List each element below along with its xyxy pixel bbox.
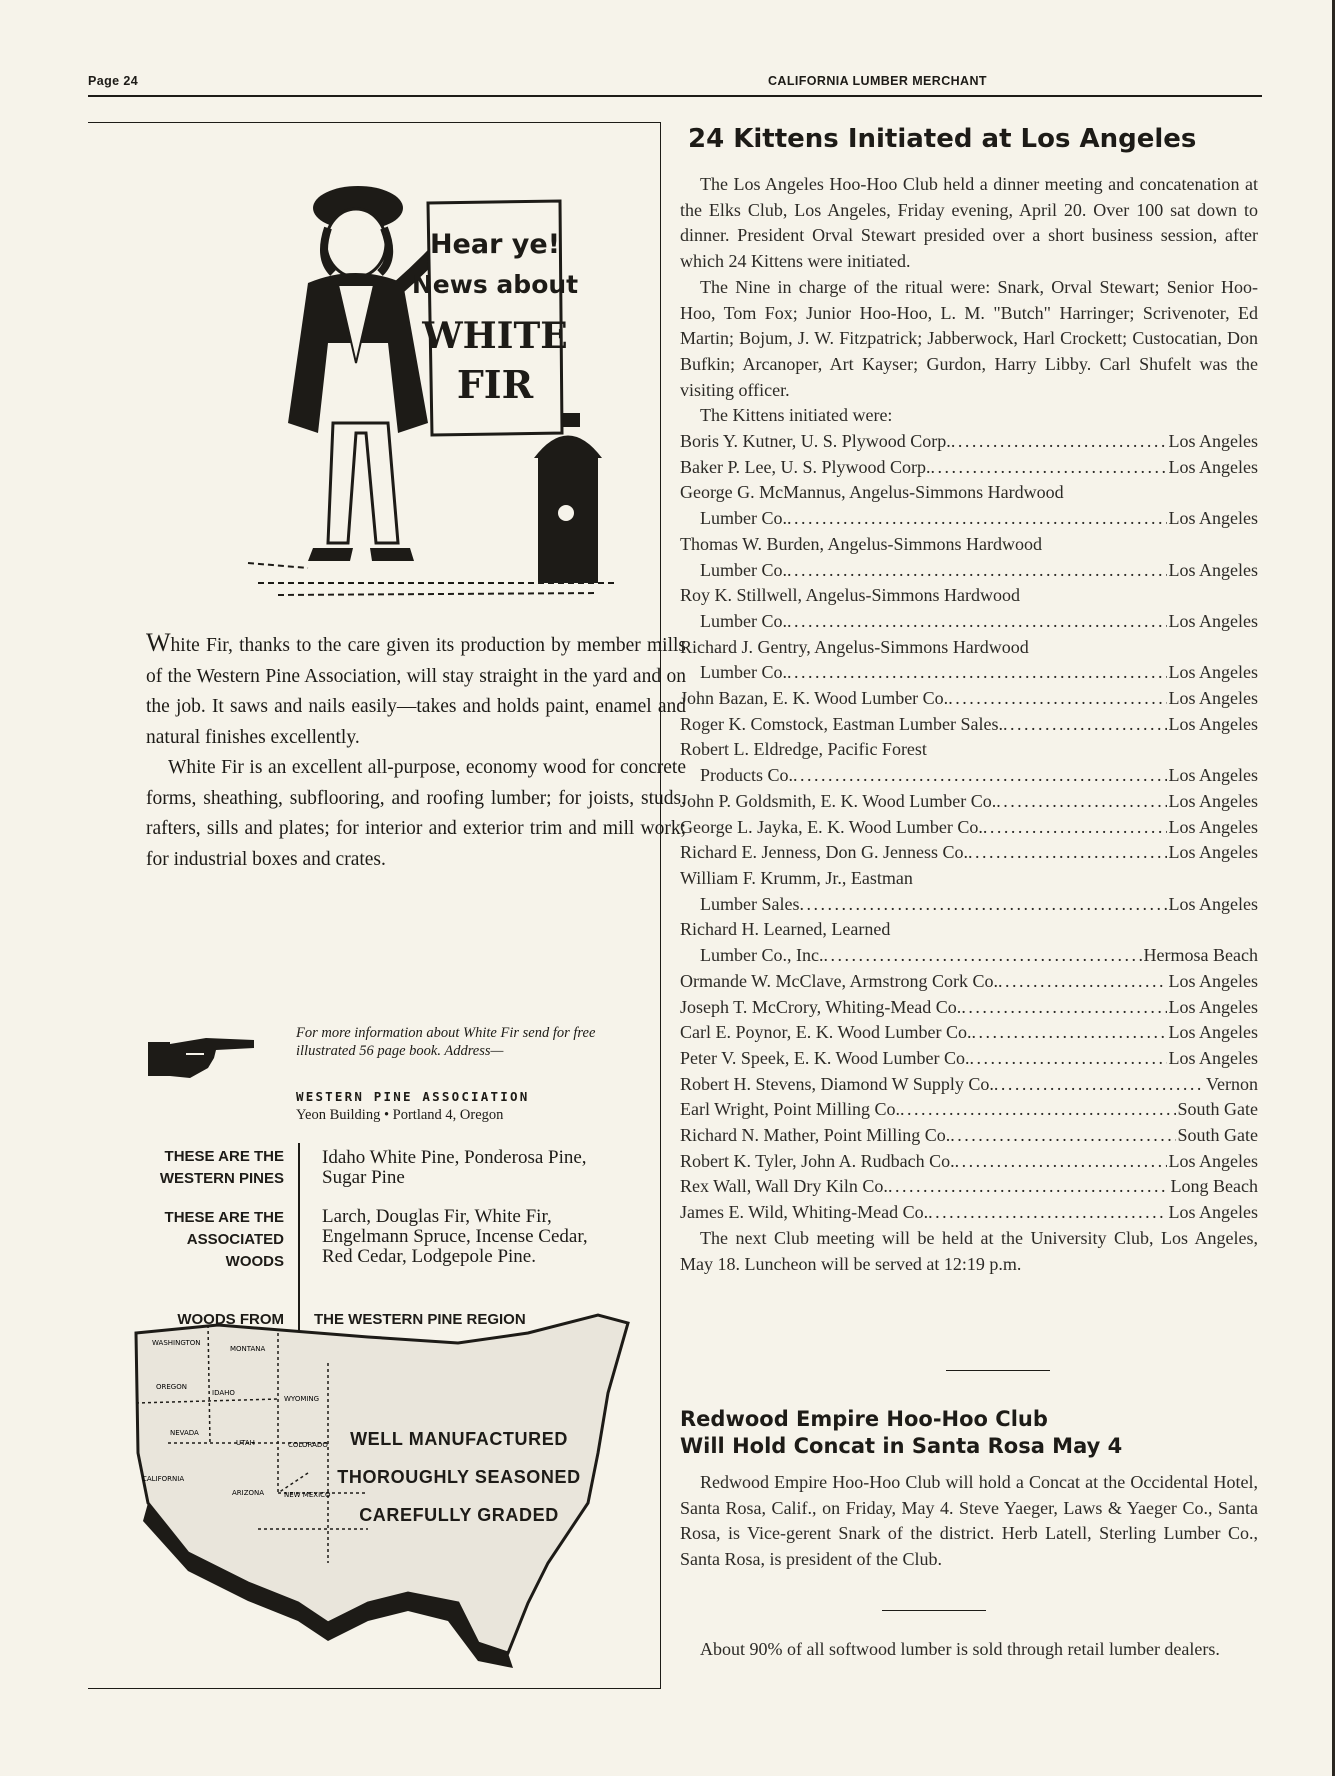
kitten-name: Lumber Co. xyxy=(700,610,787,631)
kitten-name: Baker P. Lee, U. S. Plywood Corp. xyxy=(680,456,931,477)
kitten-entry xyxy=(680,866,1258,892)
kitten-name: Lumber Co. xyxy=(700,508,787,529)
state-oregon: OREGON xyxy=(156,1383,187,1391)
kitten-entry xyxy=(680,1097,1258,1123)
kitten-entry xyxy=(680,480,1258,506)
sign-line-1: Hear ye! xyxy=(429,229,561,260)
dot-leader xyxy=(996,789,1166,815)
kitten-name: George L. Jayka, E. K. Wood Lumber Co. xyxy=(680,816,983,837)
kitten-entry xyxy=(680,995,1258,1021)
dot-leader xyxy=(787,609,1167,635)
drop-cap: W xyxy=(146,628,171,657)
kitten-entry xyxy=(680,429,1258,455)
kitten-entry xyxy=(680,1072,1258,1098)
kitten-entry xyxy=(680,1123,1258,1149)
dot-leader xyxy=(787,506,1167,532)
associated-woods-label: THESE ARE THE ASSOCIATED WOODS xyxy=(164,1209,284,1270)
dot-leader xyxy=(793,763,1166,789)
dot-leader xyxy=(948,686,1166,712)
woods-from-label: WOODS FROM xyxy=(177,1311,284,1328)
filler-text: About 90% of all softwood lumber is sold through retail lumber dealers. xyxy=(700,1639,1220,1659)
kitten-city: Long Beach xyxy=(1170,1176,1258,1197)
kitten-name: Peter V. Speek, E. K. Wood Lumber Co. xyxy=(680,1047,970,1068)
dot-leader xyxy=(983,815,1167,841)
section-divider xyxy=(882,1610,986,1611)
kitten-entry xyxy=(680,840,1258,866)
article-1-paragraph-3: The Kittens initiated were: xyxy=(700,405,893,426)
kitten-entry xyxy=(680,1200,1258,1226)
dot-leader xyxy=(931,455,1167,481)
kitten-name: Thomas W. Burden, Angelus-Simmons Hardwood xyxy=(680,533,1042,554)
kitten-city: Los Angeles xyxy=(1168,842,1258,863)
kitten-entry xyxy=(680,1174,1258,1200)
kitten-name: Ormande W. McClave, Armstrong Cork Co. xyxy=(680,970,998,991)
article-2-title-line-2: Will Hold Concat in Santa Rosa May 4 xyxy=(680,1434,1123,1458)
article-1-paragraph-1: The Los Angeles Hoo-Hoo Club held a dinner meeting and concatenation at the Elks Club, Los Angeles, Friday evening, April 20. Over 100 sat down to dinner. President Orval Stewart presided over a short business session, after which 24 Kittens were initiated. xyxy=(680,174,1258,272)
kitten-entry xyxy=(680,1020,1258,1046)
section-divider xyxy=(946,1370,1050,1371)
header-rule xyxy=(88,95,1262,97)
kitten-name: John P. Goldsmith, E. K. Wood Lumber Co. xyxy=(680,790,997,811)
kitten-city: South Gate xyxy=(1177,1099,1258,1120)
kitten-name: Earl Wright, Point Milling Co. xyxy=(680,1099,900,1120)
kitten-city: Vernon xyxy=(1206,1073,1258,1094)
dot-leader xyxy=(823,943,1141,969)
kitten-name: Richard J. Gentry, Angelus-Simmons Hardwood xyxy=(680,636,1029,657)
kitten-entry xyxy=(680,917,1258,943)
article-2-title xyxy=(680,1406,1122,1460)
dot-leader xyxy=(950,1123,1175,1149)
dot-leader xyxy=(998,969,1167,995)
kitten-city: South Gate xyxy=(1177,1125,1258,1146)
kitten-city: Los Angeles xyxy=(1168,790,1258,811)
kitten-entry xyxy=(680,558,1258,584)
dot-leader xyxy=(799,892,1166,918)
state-montana: MONTANA xyxy=(230,1345,266,1353)
pointing-hand-icon xyxy=(146,1028,256,1084)
article-2-body xyxy=(680,1470,1258,1573)
kitten-city: Hermosa Beach xyxy=(1143,945,1258,966)
kitten-name: Lumber Co. xyxy=(700,662,787,683)
dot-leader xyxy=(888,1174,1169,1200)
article-1-title: 24 Kittens Initiated at Los Angeles xyxy=(688,124,1197,154)
kitten-city: Los Angeles xyxy=(1168,431,1258,452)
kitten-name: Richard H. Learned, Learned xyxy=(680,919,891,940)
kitten-city: Los Angeles xyxy=(1168,508,1258,529)
kitten-entry xyxy=(680,712,1258,738)
kitten-name: Robert K. Tyler, John A. Rudbach Co. xyxy=(680,1150,955,1171)
kitten-entry xyxy=(680,609,1258,635)
slogan-1: WELL MANUFACTURED xyxy=(350,1429,568,1449)
kitten-entry xyxy=(680,763,1258,789)
western-pines-label: THESE ARE THE WESTERN PINES xyxy=(159,1148,284,1187)
ad-paragraph-1-text: hite Fir, thanks to the care given its production by member mills of the Western Pine Association, will stay straight in the yard and on the job. It saws and nails easily—takes and holds paint, enamel and natural finishes excellently. xyxy=(146,635,686,748)
state-nevada: NEVADA xyxy=(170,1429,199,1437)
kitten-entry xyxy=(680,455,1258,481)
kitten-name: James E. Wild, Whiting-Mead Co. xyxy=(680,1202,929,1223)
kitten-entry xyxy=(680,892,1258,918)
kitten-name: Lumber Sales xyxy=(700,893,800,914)
association-name: WESTERN PINE ASSOCIATION xyxy=(296,1089,530,1104)
state-colorado: COLORADO xyxy=(288,1441,328,1449)
sign-line-2: News about xyxy=(411,270,579,299)
kitten-city: Los Angeles xyxy=(1168,1202,1258,1223)
kitten-name: Products Co. xyxy=(700,765,794,786)
kitten-name: Carl E. Poynor, E. K. Wood Lumber Co. xyxy=(680,1022,972,1043)
dot-leader xyxy=(1003,712,1167,738)
kitten-name: Lumber Co. xyxy=(700,559,787,580)
ad-copy xyxy=(146,628,686,875)
state-arizona: ARIZONA xyxy=(232,1489,265,1497)
dot-leader xyxy=(994,1072,1204,1098)
kitten-entry xyxy=(680,1046,1258,1072)
dot-leader xyxy=(900,1097,1176,1123)
kitten-name: Richard N. Mather, Point Milling Co. xyxy=(680,1125,951,1146)
kitten-city: Los Angeles xyxy=(1168,1047,1258,1068)
kitten-entry xyxy=(680,969,1258,995)
kitten-name: William F. Krumm, Jr., Eastman xyxy=(680,867,913,888)
kitten-entry xyxy=(680,737,1258,763)
kitten-city: Los Angeles xyxy=(1168,1022,1258,1043)
kitten-city: Los Angeles xyxy=(1168,713,1258,734)
kitten-entry xyxy=(680,686,1258,712)
kitten-name: Robert L. Eldredge, Pacific Forest xyxy=(680,739,927,760)
us-map-illustration xyxy=(128,1303,648,1683)
kitten-name: George G. McMannus, Angelus-Simmons Hardwood xyxy=(680,482,1064,503)
kitten-entry xyxy=(680,635,1258,661)
dot-leader xyxy=(971,1020,1166,1046)
kitten-entry xyxy=(680,660,1258,686)
kitten-city: Los Angeles xyxy=(1168,559,1258,580)
dot-leader xyxy=(787,558,1167,584)
sign-line-3: WHITE xyxy=(422,315,568,357)
more-info-text: For more information about White Fir send for free illustrated 56 page book. Address— xyxy=(296,1025,596,1059)
ad-paragraph-2: White Fir is an excellent all-purpose, economy wood for concrete forms, sheathing, subflooring, and roofing lumber; for joists, studs, rafters, sills and plates; for interior and exterior trim and mill work; for industrial boxes and crates. xyxy=(146,757,686,870)
page-number: Page 24 xyxy=(88,74,139,88)
state-washington: WASHINGTON xyxy=(152,1339,201,1347)
kitten-city: Los Angeles xyxy=(1168,688,1258,709)
dot-leader xyxy=(787,660,1167,686)
kitten-name: Robert H. Stevens, Diamond W Supply Co. xyxy=(680,1073,994,1094)
kitten-city: Los Angeles xyxy=(1168,456,1258,477)
kitten-entry xyxy=(680,532,1258,558)
kitten-name: John Bazan, E. K. Wood Lumber Co. xyxy=(680,688,949,709)
dot-leader xyxy=(968,840,1167,866)
kitten-name: Rex Wall, Wall Dry Kiln Co. xyxy=(680,1176,888,1197)
kitten-entry xyxy=(680,943,1258,969)
kitten-entry xyxy=(680,583,1258,609)
dot-leader xyxy=(928,1200,1166,1226)
slogan-3: CAREFULLY GRADED xyxy=(359,1505,559,1525)
kitten-name: Joseph T. McCrory, Whiting-Mead Co. xyxy=(680,996,962,1017)
kitten-city: Los Angeles xyxy=(1168,996,1258,1017)
kitten-name: Roger K. Comstock, Eastman Lumber Sales. xyxy=(680,713,1003,734)
kitten-city: Los Angeles xyxy=(1168,1150,1258,1171)
article-2-paragraph-1: Redwood Empire Hoo-Hoo Club will hold a Concat at the Occidental Hotel, Santa Rosa, Calif., on Friday, May 4. Steve Yaeger, Laws & Yaeger Co., Santa Rosa, is Vice-gerent Snark of the district. Herb Latell, Sterling Lumber Co., Santa Rosa, is president of the Club. xyxy=(680,1472,1258,1570)
article-1-body xyxy=(680,172,1258,1277)
article-1-paragraph-2: The Nine in charge of the ritual were: Snark, Orval Stewart; Senior Hoo-Hoo, Tom Fox; Junior Hoo-Hoo, L. M. "Butch" Harringer; Scrivenoter, Ed Martin; Bojum, J. W. Fitzpatrick; Jabberwock, Harl Crockett; Custocatian, Don Bufkin; Arcanoper, Art Kayser; Gurdon, Harry Libby. Carl Shufelt was the visiting officer. xyxy=(680,276,1258,400)
filler-item xyxy=(680,1637,1258,1663)
kitten-city: Los Angeles xyxy=(1168,662,1258,683)
kitten-city: Los Angeles xyxy=(1168,610,1258,631)
kitten-city: Los Angeles xyxy=(1168,893,1258,914)
kitten-name: Boris Y. Kutner, U. S. Plywood Corp. xyxy=(680,431,951,452)
ad-paragraph-1 xyxy=(146,628,686,753)
state-new-mexico: NEW MEXICO xyxy=(284,1491,331,1499)
region-label: THE WESTERN PINE REGION xyxy=(314,1311,526,1328)
kitten-name: Lumber Co., Inc. xyxy=(700,945,824,966)
kitten-city: Los Angeles xyxy=(1168,970,1258,991)
slogan-2: THOROUGHLY SEASONED xyxy=(337,1467,581,1487)
dot-leader xyxy=(951,429,1167,455)
kitten-name: Richard E. Jenness, Don G. Jenness Co. xyxy=(680,842,968,863)
article-1-paragraph-4: The next Club meeting will be held at the University Club, Los Angeles, May 18. Luncheon will be served at 12:19 p.m. xyxy=(680,1227,1258,1274)
sign-line-4: FIR xyxy=(456,362,534,407)
article-2-title-line-1: Redwood Empire Hoo-Hoo Club xyxy=(680,1407,1048,1431)
kitten-entry xyxy=(680,815,1258,841)
state-california: CALIFORNIA xyxy=(142,1475,185,1483)
town-crier-illustration xyxy=(238,163,638,633)
kitten-name: Roy K. Stillwell, Angelus-Simmons Hardwood xyxy=(680,585,1021,606)
kitten-city: Los Angeles xyxy=(1168,765,1258,786)
dot-leader xyxy=(955,1149,1167,1175)
kitten-entry xyxy=(680,789,1258,815)
kitten-entry xyxy=(680,1149,1258,1175)
kittens-list xyxy=(680,429,1258,1226)
state-idaho: IDAHO xyxy=(212,1389,235,1397)
dot-leader xyxy=(970,1046,1167,1072)
western-pine-advertisement xyxy=(88,122,686,1689)
kitten-entry xyxy=(680,506,1258,532)
publication-name: CALIFORNIA LUMBER MERCHANT xyxy=(768,74,987,88)
western-pines-list: Idaho White Pine, Ponderosa Pine, Sugar Pine xyxy=(322,1147,587,1188)
state-wyoming: WYOMING xyxy=(284,1395,320,1403)
kitten-city: Los Angeles xyxy=(1168,816,1258,837)
dot-leader xyxy=(961,995,1166,1021)
state-utah: UTAH xyxy=(236,1439,255,1447)
associated-woods-list: Larch, Douglas Fir, White Fir, Engelmann Spruce, Incense Cedar, Red Cedar, Lodgepole Pine. xyxy=(322,1206,588,1267)
association-address: Yeon Building • Portland 4, Oregon xyxy=(296,1107,504,1123)
